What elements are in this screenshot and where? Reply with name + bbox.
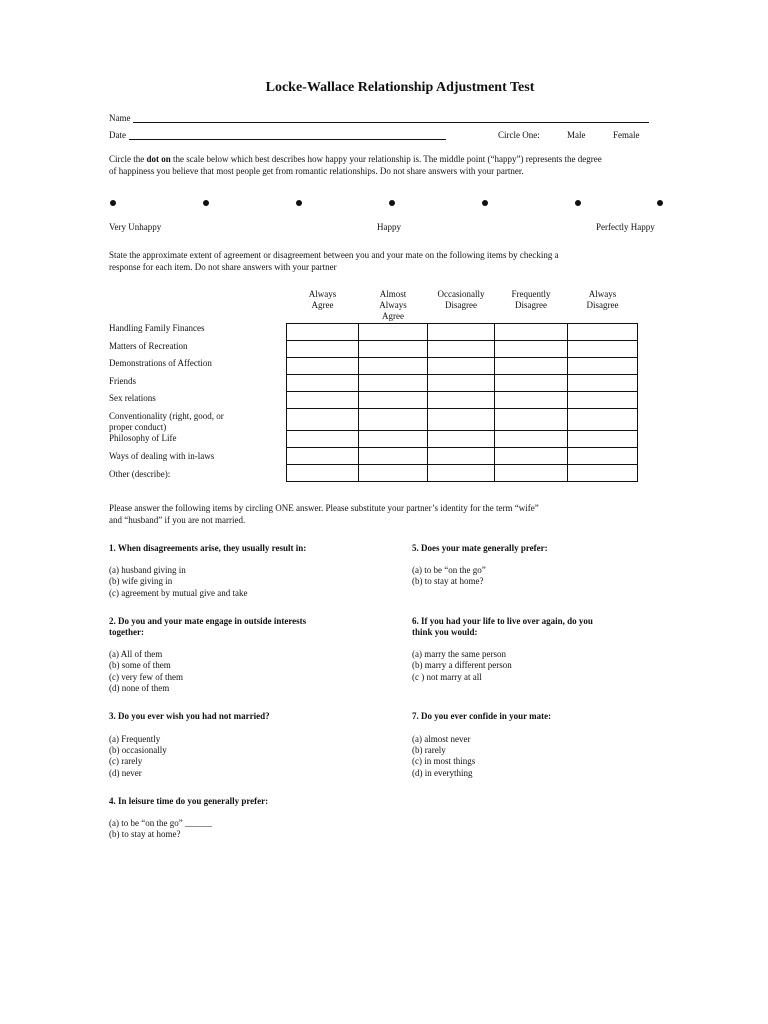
happiness-dot-6[interactable] [575, 200, 581, 206]
agreement-instructions-line2: response for each item. Do not share answers with your partner [109, 262, 337, 272]
scale-label-very-unhappy: Very Unhappy [109, 222, 162, 232]
grid-cell[interactable] [359, 448, 428, 465]
grid-cell[interactable] [359, 358, 428, 375]
happiness-dot-7[interactable] [657, 200, 663, 206]
q6-option-c[interactable]: (c ) not marry at all [412, 672, 482, 682]
happiness-dot-4[interactable] [389, 200, 395, 206]
grid-cell[interactable] [287, 358, 359, 375]
q7-option-a[interactable]: (a) almost never [412, 734, 471, 744]
grid-cell[interactable] [428, 448, 495, 465]
grid-cell[interactable] [287, 341, 359, 358]
row-label-philosophy: Philosophy of Life [109, 433, 177, 443]
date-label: Date [109, 130, 126, 140]
grid-cell[interactable] [568, 375, 638, 392]
q2-option-a[interactable]: (a) All of them [109, 649, 163, 659]
question-7: 7. Do you ever confide in your mate: [412, 711, 552, 721]
question-2-cont: together: [109, 627, 144, 637]
column-occasionally-disagree: Occasionally Disagree [437, 289, 485, 310]
happiness-dot-2[interactable] [203, 200, 209, 206]
row-label-affection: Demonstrations of Affection [109, 358, 212, 368]
grid-cell[interactable] [359, 375, 428, 392]
happiness-dot-5[interactable] [482, 200, 488, 206]
agreement-grid [286, 323, 638, 482]
q1-option-b[interactable]: (b) wife giving in [109, 576, 173, 586]
question-6-cont: think you would: [412, 627, 478, 637]
grid-cell[interactable] [287, 465, 359, 482]
circle-one-label: Circle One: [498, 130, 540, 140]
question-6: 6. If you had your life to live over again, do you [412, 616, 593, 626]
grid-cell[interactable] [287, 431, 359, 448]
grid-cell[interactable] [568, 341, 638, 358]
grid-cell[interactable] [359, 431, 428, 448]
name-label: Name [109, 113, 131, 123]
grid-cell[interactable] [495, 409, 568, 431]
male-option[interactable]: Male [567, 130, 586, 140]
q2-option-c[interactable]: (c) very few of them [109, 672, 183, 682]
circle-instructions: Please answer the following items by circling ONE answer. Please substitute your partner’s identity for the term “wife” [109, 503, 539, 513]
q1-option-a[interactable]: (a) husband giving in [109, 565, 186, 575]
grid-cell[interactable] [359, 465, 428, 482]
grid-cell[interactable] [568, 392, 638, 409]
row-label-friends: Friends [109, 376, 136, 386]
grid-cell[interactable] [287, 448, 359, 465]
date-field[interactable] [129, 139, 446, 140]
grid-cell[interactable] [495, 358, 568, 375]
scale-instructions-line2: of happiness you believe that most people get from romantic relationships. Do not share answers with your partner. [109, 166, 524, 176]
happiness-dot-3[interactable] [296, 200, 302, 206]
q4-option-a[interactable]: (a) to be “on the go” ______ [109, 818, 212, 828]
question-3: 3. Do you ever wish you had not married? [109, 711, 270, 721]
q5-option-a[interactable]: (a) to be “on the go” [412, 565, 486, 575]
grid-cell[interactable] [287, 392, 359, 409]
grid-cell[interactable] [495, 448, 568, 465]
name-field[interactable] [133, 122, 649, 123]
grid-cell[interactable] [568, 448, 638, 465]
q7-option-c[interactable]: (c) in most things [412, 756, 476, 766]
grid-cell[interactable] [568, 431, 638, 448]
circle-instructions-line2: and “husband” if you are not married. [109, 515, 246, 525]
grid-cell[interactable] [495, 431, 568, 448]
row-label-conventionality: Conventionality (right, good, or [109, 411, 224, 421]
grid-cell[interactable] [287, 324, 359, 341]
grid-cell[interactable] [428, 409, 495, 431]
grid-cell[interactable] [495, 341, 568, 358]
column-almost-always-agree: Almost Always Agree [379, 289, 407, 321]
grid-cell[interactable] [287, 375, 359, 392]
q3-option-b[interactable]: (b) occasionally [109, 745, 167, 755]
scale-instructions: Circle the dot on the scale below which best describes how happy your relationship is. The middle point (“happy”) represents the degree [109, 154, 602, 164]
q4-option-b[interactable]: (b) to stay at home? [109, 829, 181, 839]
grid-cell[interactable] [287, 409, 359, 431]
grid-cell[interactable] [428, 392, 495, 409]
grid-cell[interactable] [495, 324, 568, 341]
q7-option-b[interactable]: (b) rarely [412, 745, 446, 755]
question-4: 4. In leisure time do you generally prefer: [109, 796, 269, 806]
grid-cell[interactable] [495, 392, 568, 409]
happiness-dot-1[interactable] [110, 200, 116, 206]
grid-cell[interactable] [568, 358, 638, 375]
question-1: 1. When disagreements arise, they usually result in: [109, 543, 307, 553]
grid-cell[interactable] [428, 431, 495, 448]
grid-cell[interactable] [428, 341, 495, 358]
grid-cell[interactable] [568, 324, 638, 341]
column-always-agree: Always Agree [308, 289, 337, 310]
page-title: Locke-Wallace Relationship Adjustment Test [265, 80, 535, 95]
grid-cell[interactable] [568, 409, 638, 431]
q3-option-d[interactable]: (d) never [109, 768, 142, 778]
question-5: 5. Does your mate generally prefer: [412, 543, 548, 553]
grid-cell[interactable] [428, 375, 495, 392]
row-label-sex-relations: Sex relations [109, 393, 156, 403]
q5-option-b[interactable]: (b) to stay at home? [412, 576, 484, 586]
row-label-in-laws: Ways of dealing with in-laws [109, 451, 215, 461]
grid-cell[interactable] [568, 465, 638, 482]
column-frequently-disagree: Frequently Disagree [511, 289, 551, 310]
q1-option-c[interactable]: (c) agreement by mutual give and take [109, 588, 248, 598]
scale-label-happy: Happy [377, 222, 401, 232]
grid-cell[interactable] [495, 375, 568, 392]
grid-cell[interactable] [428, 465, 495, 482]
grid-cell[interactable] [359, 324, 428, 341]
grid-cell[interactable] [495, 465, 568, 482]
row-label-conventionality-cont: proper conduct) [109, 422, 167, 432]
row-label-recreation: Matters of Recreation [109, 341, 188, 351]
grid-cell[interactable] [359, 392, 428, 409]
q6-option-b[interactable]: (b) marry a different person [412, 660, 512, 670]
grid-cell[interactable] [428, 358, 495, 375]
row-label-finances: Handling Family Finances [109, 323, 205, 333]
q2-option-d[interactable]: (d) none of them [109, 683, 170, 693]
row-label-other: Other (describe): [109, 469, 171, 479]
q6-option-a[interactable]: (a) marry the same person [412, 649, 506, 659]
grid-cell[interactable] [359, 409, 428, 431]
grid-cell[interactable] [428, 324, 495, 341]
scale-label-perfectly-happy: Perfectly Happy [596, 222, 655, 232]
q2-option-b[interactable]: (b) some of them [109, 660, 171, 670]
agreement-instructions: State the approximate extent of agreement or disagreement between you and your mate on the following items by checking a [109, 250, 559, 260]
column-always-disagree: Always Disagree [586, 289, 619, 310]
question-2: 2. Do you and your mate engage in outside interests [109, 616, 307, 626]
female-option[interactable]: Female [613, 130, 640, 140]
grid-cell[interactable] [359, 341, 428, 358]
q3-option-c[interactable]: (c) rarely [109, 756, 143, 766]
q7-option-d[interactable]: (d) in everything [412, 768, 473, 778]
q3-option-a[interactable]: (a) Frequently [109, 734, 161, 744]
